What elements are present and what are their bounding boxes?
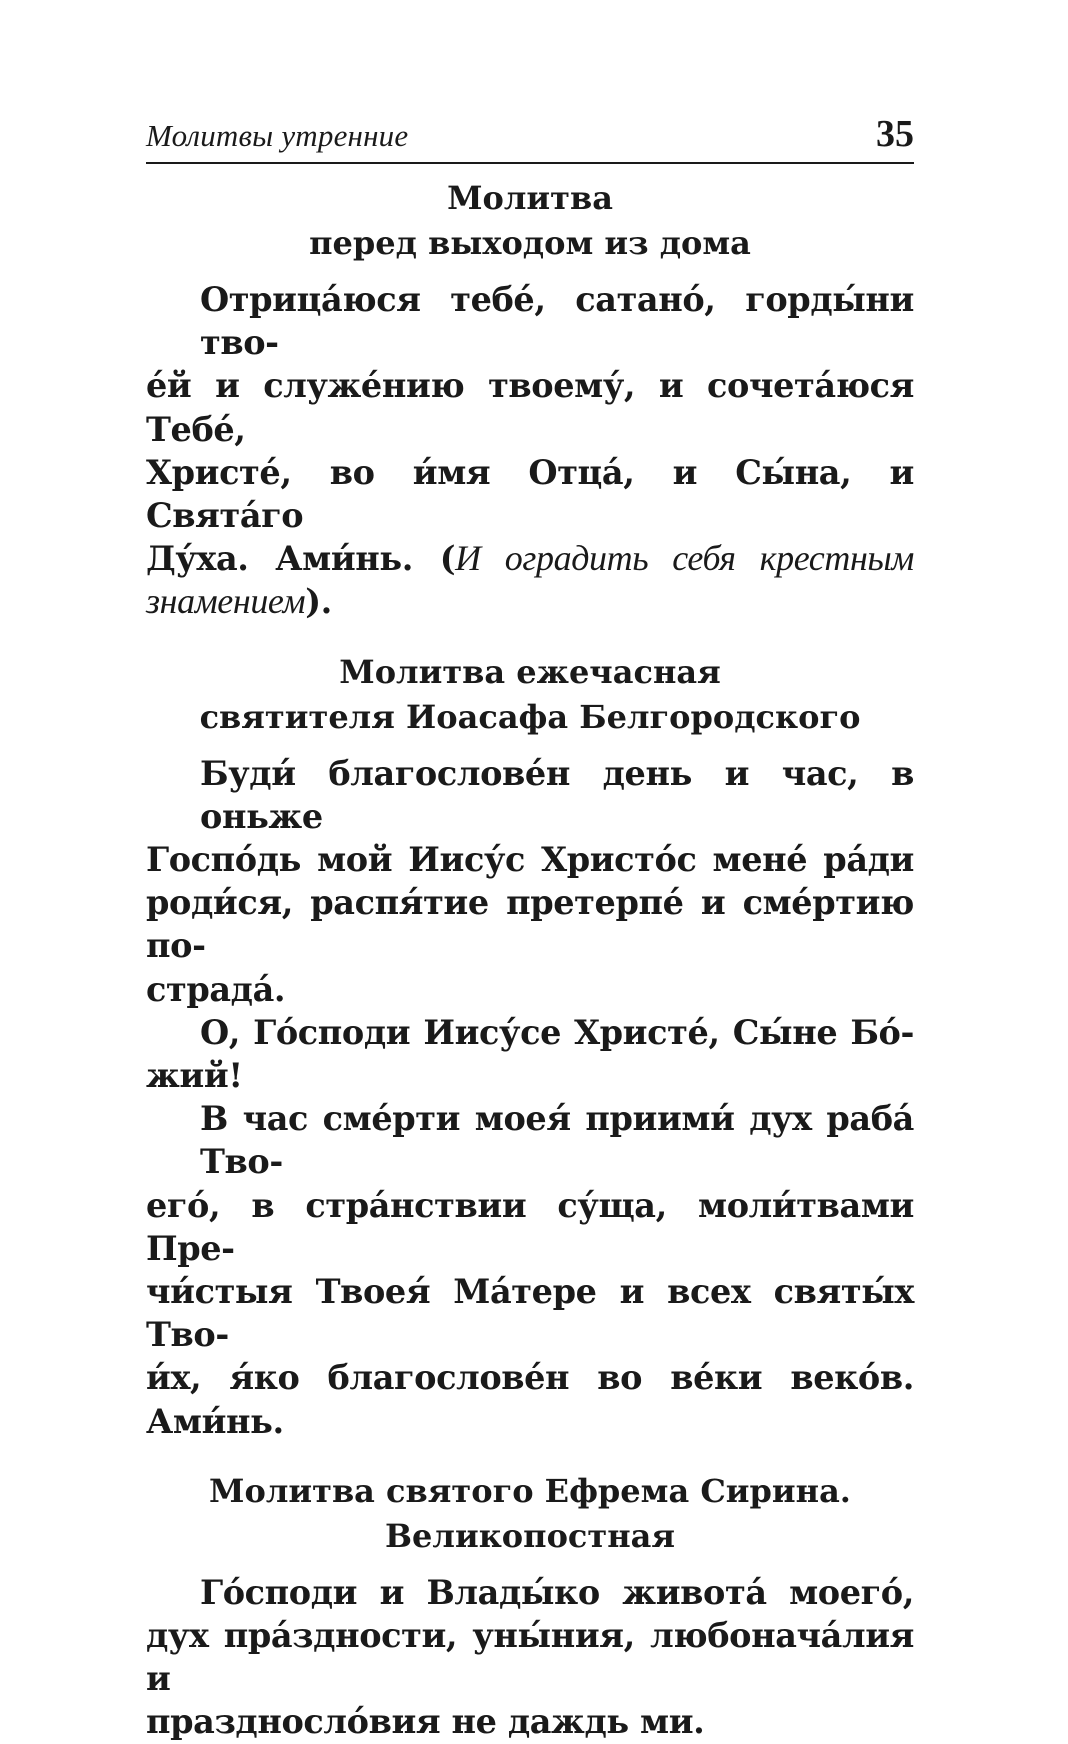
text-line: Христе́, во и́мя Отца́, и Сы́на, и Свята́го [146, 452, 914, 536]
prayer-text [146, 1097, 914, 1443]
title-line: перед выходом из дома [309, 224, 751, 262]
section-title-ephraim-prayer [146, 1469, 914, 1559]
text-line: Госпо́дь мой Иису́с Христо́с мене́ ра́ди [146, 840, 914, 880]
section-title-leaving-home [146, 176, 914, 266]
page-content [146, 176, 914, 1744]
rubric-instruction: знамением [146, 581, 306, 622]
text-line [146, 537, 914, 580]
prayer-text [146, 752, 914, 1011]
text-line: жий! [146, 1056, 243, 1096]
text-line: его́, в стра́нствии су́ща, моли́твами Пре- [146, 1185, 914, 1268]
text-line: В час сме́рти моея́ приими́ дух раба́ Тво- [200, 1099, 914, 1182]
text-line [146, 580, 914, 623]
text-line: праздносло́вия не даждь ми. [146, 1702, 705, 1742]
text-fragment: Ду́ха. Ами́нь. ( [146, 539, 456, 579]
title-line: святителя Иоасафа Белгородского [199, 697, 861, 736]
running-title: Молитвы утренние [146, 118, 409, 153]
page-number: 35 [876, 113, 914, 155]
text-line: и́х, я́ко благослове́н во ве́ки веко́в. Ами́нь. [146, 1358, 914, 1441]
text-line: Отрица́юся тебе́, сатано́, горды́ни тво- [200, 280, 914, 363]
text-line: роди́ся, распя́тие претерпе́ и сме́ртию по- [146, 883, 914, 966]
text-line: Го́споди и Влады́ко живота́ моего́, [200, 1572, 914, 1612]
prayer-text [146, 1011, 914, 1097]
running-head [146, 112, 914, 164]
text-line: страда́. [146, 969, 286, 1009]
text-line: чи́стыя Твоея́ Ма́тере и всех святы́х Тво- [146, 1272, 914, 1355]
text-line: дух пра́здности, уны́ния, любонача́лия и [146, 1616, 914, 1699]
title-line: Великопостная [384, 1516, 676, 1555]
prayer-text [146, 1571, 914, 1744]
text-line: е́й и служе́нию твоему́, и сочета́юся Тебе́, [146, 366, 914, 449]
section-title-hourly-prayer [146, 650, 914, 740]
prayer-text [146, 278, 914, 624]
rubric-instruction: И оградить себя крестным [455, 538, 914, 579]
title-line: Молитва святого Ефрема Сирина. [209, 1471, 851, 1510]
text-line: О, Го́споди Иису́се Христе́, Сы́не Бо́- [200, 1012, 914, 1052]
title-line: Молитва [447, 179, 613, 217]
text-line: Буди́ благослове́н день и час, в оньже [200, 753, 914, 836]
title-line: Молитва ежечасная [339, 652, 721, 691]
text-fragment: ). [305, 582, 332, 622]
